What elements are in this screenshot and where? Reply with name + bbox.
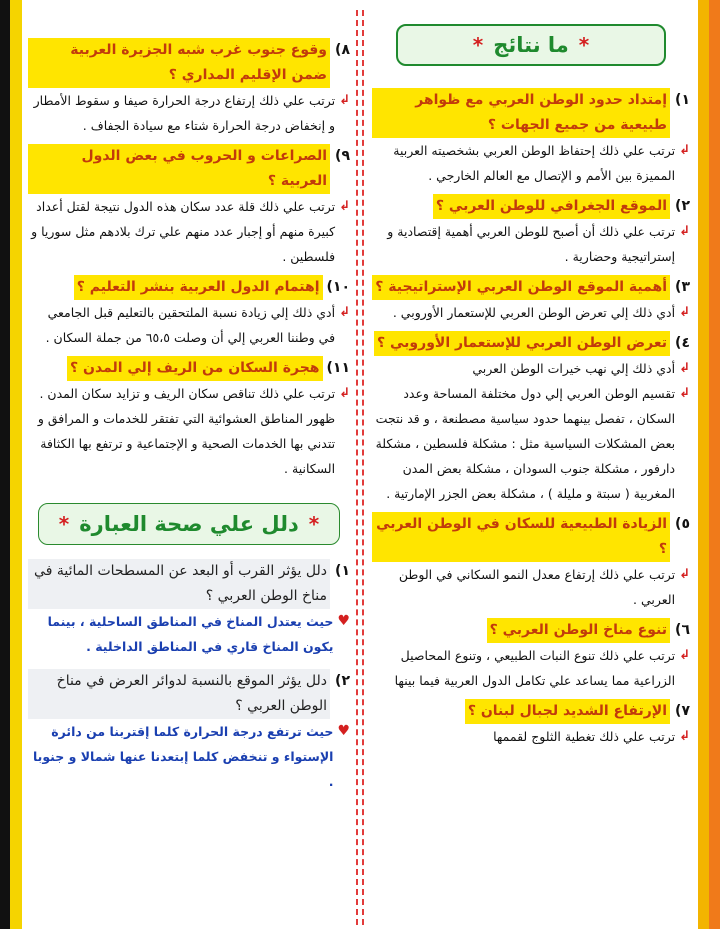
arrow-icon: ↲ xyxy=(679,648,690,663)
question-text: دلل يؤثر القرب أو البعد عن المسطحات المائية في مناخ الوطن العربي ؟ xyxy=(28,559,330,609)
question-number: ٢) xyxy=(675,198,690,214)
question-text: الزيادة الطبيعية للسكان في الوطن العربي ؟ xyxy=(372,512,670,562)
answer xyxy=(372,356,690,381)
question-text: هجرة السكان من الريف إلي المدن ؟ xyxy=(67,356,322,381)
proof-question xyxy=(28,559,350,609)
question-text: وقوع جنوب غرب شبه الجزيرة العربية ضمن الإقليم المداري ؟ xyxy=(28,38,330,88)
answer xyxy=(372,219,690,269)
question xyxy=(372,512,690,562)
arrow-icon: ↲ xyxy=(679,143,690,158)
question-text: الإرتفاع الشديد لجبال لبنان ؟ xyxy=(465,699,670,724)
list-item xyxy=(372,331,690,506)
question-number: ٦) xyxy=(675,622,690,638)
arrow-icon: ↲ xyxy=(339,199,350,214)
results-title: ما نتائج xyxy=(493,33,569,57)
list-item xyxy=(28,144,350,269)
answer xyxy=(372,381,690,506)
star-icon: * xyxy=(308,512,320,536)
answer-text: ترتب علي ذلك تناقص سكان الريف و تزايد سكان المدن . ظهور المناطق العشوائية التي تفتقر للخدمات و المرافق و تتدني بها الخدمات الصحية و الإجتماعية و ترتفع بها الكثافة السكانية . xyxy=(37,386,336,476)
answer-text: ترتب علي ذلك إرتفاع معدل النمو السكاني في الوطن العربي . xyxy=(398,567,676,607)
answer-text: تقسيم الوطن العربي إلي دول مختلفة المساحة وعدد السكان ، تفصل بينهما حدود سياسية مصطنعة ، و قد نتجت بعض المشكلات السياسية مثل : مشكلة فلسطين ، مشكلة دارفور ، مشكلة جنوب السودان ، مشكلة بعض المدن المغربية ( سبتة و مليلة ) ، مشكلة بعض الجزر الإمارتية . xyxy=(375,386,676,501)
question-text: دلل يؤثر الموقع بالنسبة لدوائر العرض في مناخ الوطن العربي ؟ xyxy=(28,669,330,719)
proof-answer xyxy=(28,719,350,794)
proof-list xyxy=(28,559,350,794)
star-icon: * xyxy=(58,512,70,536)
answer-text: ترتب علي ذلك تغطية الثلوج لقممها xyxy=(493,729,676,744)
list-item xyxy=(372,618,690,693)
question-number: ٩) xyxy=(335,148,350,164)
answer-text: ترتب علي ذلك تنوع النبات الطبيعي ، وتنوع المحاصيل الزراعية مما يساعد علي تكامل الدول العربية فيما بينها xyxy=(394,648,676,688)
list-item xyxy=(28,275,350,350)
arrow-icon: ↲ xyxy=(339,386,350,401)
question-text: الصراعات و الحروب في بعض الدول العربية ؟ xyxy=(28,144,330,194)
arrow-icon: ↲ xyxy=(679,224,690,239)
answer xyxy=(372,724,690,749)
answer-text: ترتب علي ذلك إحتفاظ الوطن العربي بشخصيته العربية المميزة بين الأمم و الإتصال مع العالم الخارجي . xyxy=(393,143,676,183)
answer xyxy=(372,138,690,188)
list-item xyxy=(28,38,350,138)
list-item xyxy=(372,699,690,749)
question-number: ٥) xyxy=(675,516,690,532)
list-item xyxy=(372,194,690,269)
answer xyxy=(28,88,350,138)
heart-icon: ♥ xyxy=(337,613,350,629)
proof-title-box xyxy=(38,503,340,545)
question xyxy=(372,275,690,300)
question-number: ٨) xyxy=(335,42,350,58)
answer-text: حيث ترتفع درجة الحرارة كلما إقتربنا من دائرة الإستواء و تنخفض كلما إبتعدنا عنها شمالا و جنوبا . xyxy=(32,724,334,789)
right-edge-stripe xyxy=(698,0,720,929)
star-icon: * xyxy=(578,33,590,57)
question-text: تنوع مناخ الوطن العربي ؟ xyxy=(487,618,670,643)
question-number: ٢) xyxy=(335,673,350,689)
question-text: تعرض الوطن العربي للإستعمار الأوروبي ؟ xyxy=(374,331,670,356)
list-item xyxy=(372,275,690,325)
question xyxy=(28,275,350,300)
question xyxy=(372,88,690,138)
question xyxy=(28,356,350,381)
answer-text: أدي ذلك إلي تعرض الوطن العربي للإستعمار الأوروبي . xyxy=(392,305,676,320)
question-text: الموقع الجغرافي للوطن العربي ؟ xyxy=(433,194,670,219)
arrow-icon: ↲ xyxy=(339,93,350,108)
answer xyxy=(372,562,690,612)
column-divider xyxy=(356,10,364,925)
answer xyxy=(372,643,690,693)
arrow-icon: ↲ xyxy=(679,386,690,401)
question xyxy=(372,194,690,219)
answer-text: ترتب علي ذلك إرتفاع درجة الحرارة صيفا و سقوط الأمطار و إنخفاض درجة الحرارة شتاء مع سيادة الجفاف . xyxy=(33,93,336,133)
answer-text: ترتب علي ذلك أن أصبح للوطن العربي أهمية إقتصادية و إستراتيجية وحضارية . xyxy=(387,224,676,264)
question-number: ٧) xyxy=(675,703,690,719)
left-edge-stripe xyxy=(0,0,22,929)
question-number: ١١) xyxy=(326,360,350,376)
results-title-box xyxy=(396,24,666,66)
answer-text: أدي ذلك إلي نهب خيرات الوطن العربي xyxy=(472,361,676,376)
question xyxy=(28,38,350,88)
answer xyxy=(28,300,350,350)
question xyxy=(372,618,690,643)
arrow-icon: ↲ xyxy=(679,361,690,376)
list-item xyxy=(372,512,690,612)
question-text: إهتمام الدول العربية بنشر التعليم ؟ xyxy=(74,275,323,300)
question-number: ١) xyxy=(675,92,690,108)
question-text: إمتداد حدود الوطن العربي مع ظواهر طبيعية من جميع الجهات ؟ xyxy=(372,88,670,138)
answer xyxy=(372,300,690,325)
star-icon: * xyxy=(472,33,484,57)
question xyxy=(28,144,350,194)
question-number: ٣) xyxy=(675,279,690,295)
proof-question xyxy=(28,669,350,719)
answer xyxy=(28,381,350,481)
question xyxy=(372,331,690,356)
list-item xyxy=(28,559,350,659)
question-number: ٤) xyxy=(675,335,690,351)
list-item xyxy=(28,356,350,481)
answer xyxy=(28,194,350,269)
heart-icon: ♥ xyxy=(337,723,350,739)
arrow-icon: ↲ xyxy=(339,305,350,320)
answer-text: أدي ذلك إلي زيادة نسبة الملتحقين بالتعليم قبل الجامعي في وطننا العربي إلي أن وصلت ٦٥،٥ من جملة السكان . xyxy=(45,305,336,345)
question xyxy=(372,699,690,724)
proof-title: دلل علي صحة العبارة xyxy=(79,512,299,536)
question-number: ١٠) xyxy=(326,279,350,295)
right-column xyxy=(372,0,690,929)
arrow-icon: ↲ xyxy=(679,729,690,744)
proof-answer xyxy=(28,609,350,659)
question-text: أهمية الموقع الوطن العربي الإستراتيجية ؟ xyxy=(372,275,670,300)
answer-text: حيث يعتدل المناخ في المناطق الساحلية ، بينما يكون المناخ قاري في المناطق الداخلية . xyxy=(47,614,334,654)
results-list xyxy=(372,88,690,749)
arrow-icon: ↲ xyxy=(679,305,690,320)
results-continued-list xyxy=(28,38,350,481)
list-item xyxy=(372,88,690,188)
arrow-icon: ↲ xyxy=(679,567,690,582)
list-item xyxy=(28,669,350,794)
left-column xyxy=(28,0,350,929)
answer-text: ترتب علي ذلك قلة عدد سكان هذه الدول نتيجة لقتل أعداد كبيرة منهم أو إجبار عدد منهم علي ترك بلادهم مثل سوريا و فلسطين . xyxy=(31,199,336,264)
question-number: ١) xyxy=(335,563,350,579)
